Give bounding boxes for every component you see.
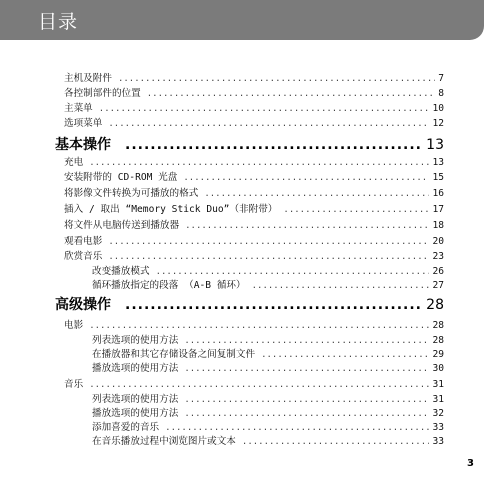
toc-entry-label: 主菜单 xyxy=(64,103,93,114)
dot-leader xyxy=(184,409,429,419)
toc-section-page: 28 xyxy=(426,297,444,313)
toc-entry[interactable] xyxy=(0,185,496,199)
toc-subentry[interactable] xyxy=(0,405,496,419)
toc-entry-label: 安装附带的 CD-ROM 光盘 xyxy=(64,172,178,183)
toc-subentry[interactable] xyxy=(0,419,496,433)
toc-entry-label: 充电 xyxy=(64,157,84,168)
toc-subentry-label: 在音乐播放过程中浏览图片或文本 xyxy=(92,436,236,447)
dot-leader xyxy=(156,267,430,277)
toc-entry[interactable] xyxy=(0,317,496,331)
toc-subentry-label: 列表选项的使用方法 xyxy=(92,335,179,346)
toc-subentry-page: 32 xyxy=(432,408,444,419)
toc-entry-page: 15 xyxy=(432,172,444,183)
dot-leader xyxy=(184,336,429,346)
toc-subentry-page: 31 xyxy=(432,394,444,405)
toc-subentry-label: 列表选项的使用方法 xyxy=(92,394,179,405)
dot-leader xyxy=(184,395,429,405)
toc-entry-page: 7 xyxy=(438,73,444,84)
toc-entry-label: 将影像文件转换为可播放的格式 xyxy=(64,188,199,199)
toc-entry-label: 音乐 xyxy=(64,379,84,390)
toc-subentry-label: 添加喜爱的音乐 xyxy=(92,422,160,433)
toc-entry-label: 主机及附件 xyxy=(64,73,112,84)
dot-leader xyxy=(252,281,430,291)
toc-subentry-label: 循环播放指定的段落 （A-B 循环） xyxy=(92,280,246,291)
toc-entry-page: 28 xyxy=(432,320,444,331)
dot-leader xyxy=(283,205,429,215)
toc-subentry[interactable] xyxy=(0,277,496,291)
page-number: 3 xyxy=(467,458,474,469)
dot-leader xyxy=(118,74,435,84)
toc-entry-label: 选项菜单 xyxy=(64,118,103,129)
toc-entry-page: 10 xyxy=(432,103,444,114)
toc-entry[interactable] xyxy=(0,233,496,247)
toc-section-heading[interactable] xyxy=(0,134,496,154)
dot-leader xyxy=(108,237,429,247)
toc-entry[interactable] xyxy=(0,100,496,114)
toc-subentry[interactable] xyxy=(0,360,496,374)
toc-subentry-page: 33 xyxy=(432,422,444,433)
dot-leader xyxy=(99,104,430,114)
toc-subentry[interactable] xyxy=(0,263,496,277)
dot-leader xyxy=(108,119,429,129)
dot-leader xyxy=(183,173,429,183)
toc-subentry-page: 30 xyxy=(432,363,444,374)
dot-leader xyxy=(125,297,423,313)
toc-entry-page: 18 xyxy=(432,220,444,231)
dot-leader xyxy=(108,252,429,262)
toc-section-page: 13 xyxy=(426,137,444,153)
toc-entry-label: 插入 / 取出 “Memory Stick Duo”（非附带） xyxy=(64,204,278,215)
toc-section-label: 基本操作 xyxy=(55,137,111,153)
dot-leader xyxy=(89,380,429,390)
dot-leader xyxy=(89,158,429,168)
toc-entry[interactable] xyxy=(0,70,496,84)
toc-subentry-label: 播放选项的使用方法 xyxy=(92,408,179,419)
toc-subentry-label: 改变播放模式 xyxy=(92,266,150,277)
toc-entry-page: 12 xyxy=(432,118,444,129)
dot-leader xyxy=(89,321,429,331)
toc-subentry-page: 26 xyxy=(432,266,444,277)
toc-entry[interactable] xyxy=(0,376,496,390)
toc-subentry-label: 在播放器和其它存储设备之间复制文件 xyxy=(92,349,256,360)
toc-entry-label: 欣赏音乐 xyxy=(64,251,103,262)
toc-entry-page: 31 xyxy=(432,379,444,390)
dot-leader xyxy=(147,89,435,99)
dot-leader xyxy=(125,137,423,153)
toc-entry-page: 20 xyxy=(432,236,444,247)
dot-leader xyxy=(184,364,429,374)
dot-leader xyxy=(242,437,430,447)
toc-entry[interactable] xyxy=(0,169,496,183)
page-title: 目录 xyxy=(38,11,79,33)
toc-subentry-page: 29 xyxy=(432,349,444,360)
toc-entry-page: 16 xyxy=(432,188,444,199)
toc-subentry[interactable] xyxy=(0,391,496,405)
toc-entry[interactable] xyxy=(0,217,496,231)
toc-entry-label: 各控制部件的位置 xyxy=(64,88,141,99)
dot-leader xyxy=(185,221,429,231)
toc-section-heading[interactable] xyxy=(0,294,496,314)
toc-subentry-page: 28 xyxy=(432,335,444,346)
toc-entry[interactable] xyxy=(0,201,496,215)
toc-subentry[interactable] xyxy=(0,332,496,346)
toc-entry-page: 13 xyxy=(432,157,444,168)
dot-leader xyxy=(165,423,429,433)
toc-entry-label: 观看电影 xyxy=(64,236,103,247)
toc-section-label: 高级操作 xyxy=(55,297,111,313)
dot-leader xyxy=(261,350,429,360)
toc-entry-label: 将文件从电脑传送到播放器 xyxy=(64,220,180,231)
toc-entry[interactable] xyxy=(0,154,496,168)
toc-entry[interactable] xyxy=(0,85,496,99)
toc-entry-page: 8 xyxy=(438,88,444,99)
toc-subentry-page: 27 xyxy=(432,280,444,291)
toc-entry-page: 17 xyxy=(432,204,444,215)
toc-entry-page: 23 xyxy=(432,251,444,262)
toc-entry[interactable] xyxy=(0,115,496,129)
dot-leader xyxy=(204,189,429,199)
toc-entry-label: 电影 xyxy=(64,320,84,331)
toc-entry[interactable] xyxy=(0,248,496,262)
toc-subentry-label: 播放选项的使用方法 xyxy=(92,363,179,374)
toc-subentry-page: 33 xyxy=(432,436,444,447)
toc-subentry[interactable] xyxy=(0,433,496,447)
toc-subentry[interactable] xyxy=(0,346,496,360)
